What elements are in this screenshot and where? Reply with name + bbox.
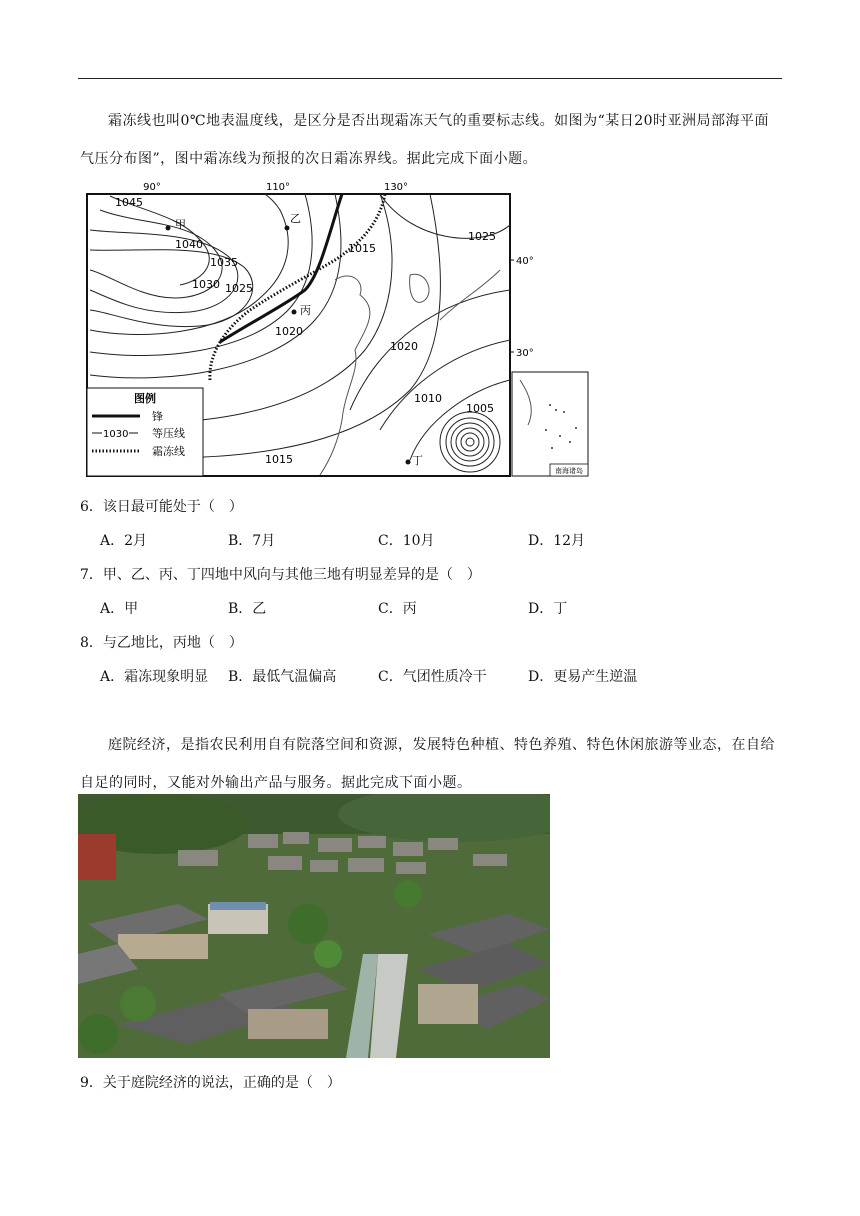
option-c[interactable]: C．丙 <box>378 601 417 617</box>
option-a[interactable]: A．甲 <box>100 601 139 617</box>
option-b[interactable]: B．7月 <box>228 533 276 549</box>
question-8-options <box>100 666 700 686</box>
place-ding: 丁 <box>412 454 423 467</box>
isobar-label-1025: 1025 <box>225 282 253 295</box>
intro-paragraph-2: 庭院经济，是指农民利用自有院落空间和资源，发展特色种植、特色养殖、特色休闲旅游等业态，在自给自足的同时，又能对外输出产品与服务。据此完成下面小题。 <box>80 737 775 791</box>
question-7-options <box>100 598 700 618</box>
isobar-label-1005: 1005 <box>466 402 494 415</box>
place-yi: 乙 <box>290 212 301 225</box>
option-b[interactable]: B．最低气温偏高 <box>228 669 337 685</box>
isobar-label-1010: 1010 <box>414 392 442 405</box>
isobar-label-1020-east: 1020 <box>390 340 418 353</box>
south-china-sea-inset <box>512 372 588 476</box>
legend-title: 图例 <box>134 392 156 405</box>
lon-label-90: 90° <box>143 182 161 193</box>
isobar-label-1045: 1045 <box>115 196 143 209</box>
isobar-label-1030: 1030 <box>192 278 220 291</box>
legend-isobar: 等压线 <box>152 427 185 440</box>
intro-paragraph-1: 霜冻线也叫0℃地表温度线，是区分是否出现霜冻天气的重要标志线。如图为“某日20时亚洲局部海平面气压分布图”，图中霜冻线为预报的次日霜冻界线。据此完成下面小题。 <box>80 113 770 167</box>
option-a[interactable]: A．2月 <box>100 533 148 549</box>
lat-label-30: 30° <box>516 348 534 359</box>
lat-label-40: 40° <box>516 256 534 267</box>
pressure-map <box>80 180 600 480</box>
option-d[interactable]: D．12月 <box>528 533 586 549</box>
isobar-label-1015: 1015 <box>348 242 376 255</box>
map-legend <box>87 388 203 476</box>
legend-isobar-sample: 1030 <box>103 429 129 440</box>
isobar-label-1025-east: 1025 <box>468 230 496 243</box>
isobar-label-1020: 1020 <box>275 325 303 338</box>
question-9: 9．关于庭院经济的说法，正确的是（ ） <box>80 1075 341 1091</box>
header-rule <box>78 78 782 79</box>
legend-front: 锋 <box>152 410 163 423</box>
lon-label-130: 130° <box>383 182 409 193</box>
isobar-label-1040: 1040 <box>175 238 203 251</box>
option-b[interactable]: B．乙 <box>228 601 267 617</box>
option-c[interactable]: C．10月 <box>378 533 435 549</box>
place-bing: 丙 <box>300 304 311 317</box>
village-aerial-photo <box>78 794 550 1058</box>
legend-frost: 霜冻线 <box>152 445 185 458</box>
inset-label: 南海诸岛 <box>555 467 583 475</box>
question-6-options <box>100 530 700 550</box>
option-a[interactable]: A．霜冻现象明显 <box>100 669 209 685</box>
option-c[interactable]: C．气团性质冷干 <box>378 669 487 685</box>
question-8: 8．与乙地比，丙地（ ） <box>80 635 243 651</box>
option-d[interactable]: D．更易产生逆温 <box>528 669 638 685</box>
isobar-label-1015-south: 1015 <box>265 453 293 466</box>
lon-label-110: 110° <box>265 182 291 193</box>
place-jia: 甲 <box>175 218 186 231</box>
question-6: 6．该日最可能处于（ ） <box>80 499 243 515</box>
isobar-label-1035: 1035 <box>210 256 238 269</box>
question-7: 7．甲、乙、丙、丁四地中风向与其他三地有明显差异的是（ ） <box>80 567 481 583</box>
option-d[interactable]: D．丁 <box>528 601 568 617</box>
